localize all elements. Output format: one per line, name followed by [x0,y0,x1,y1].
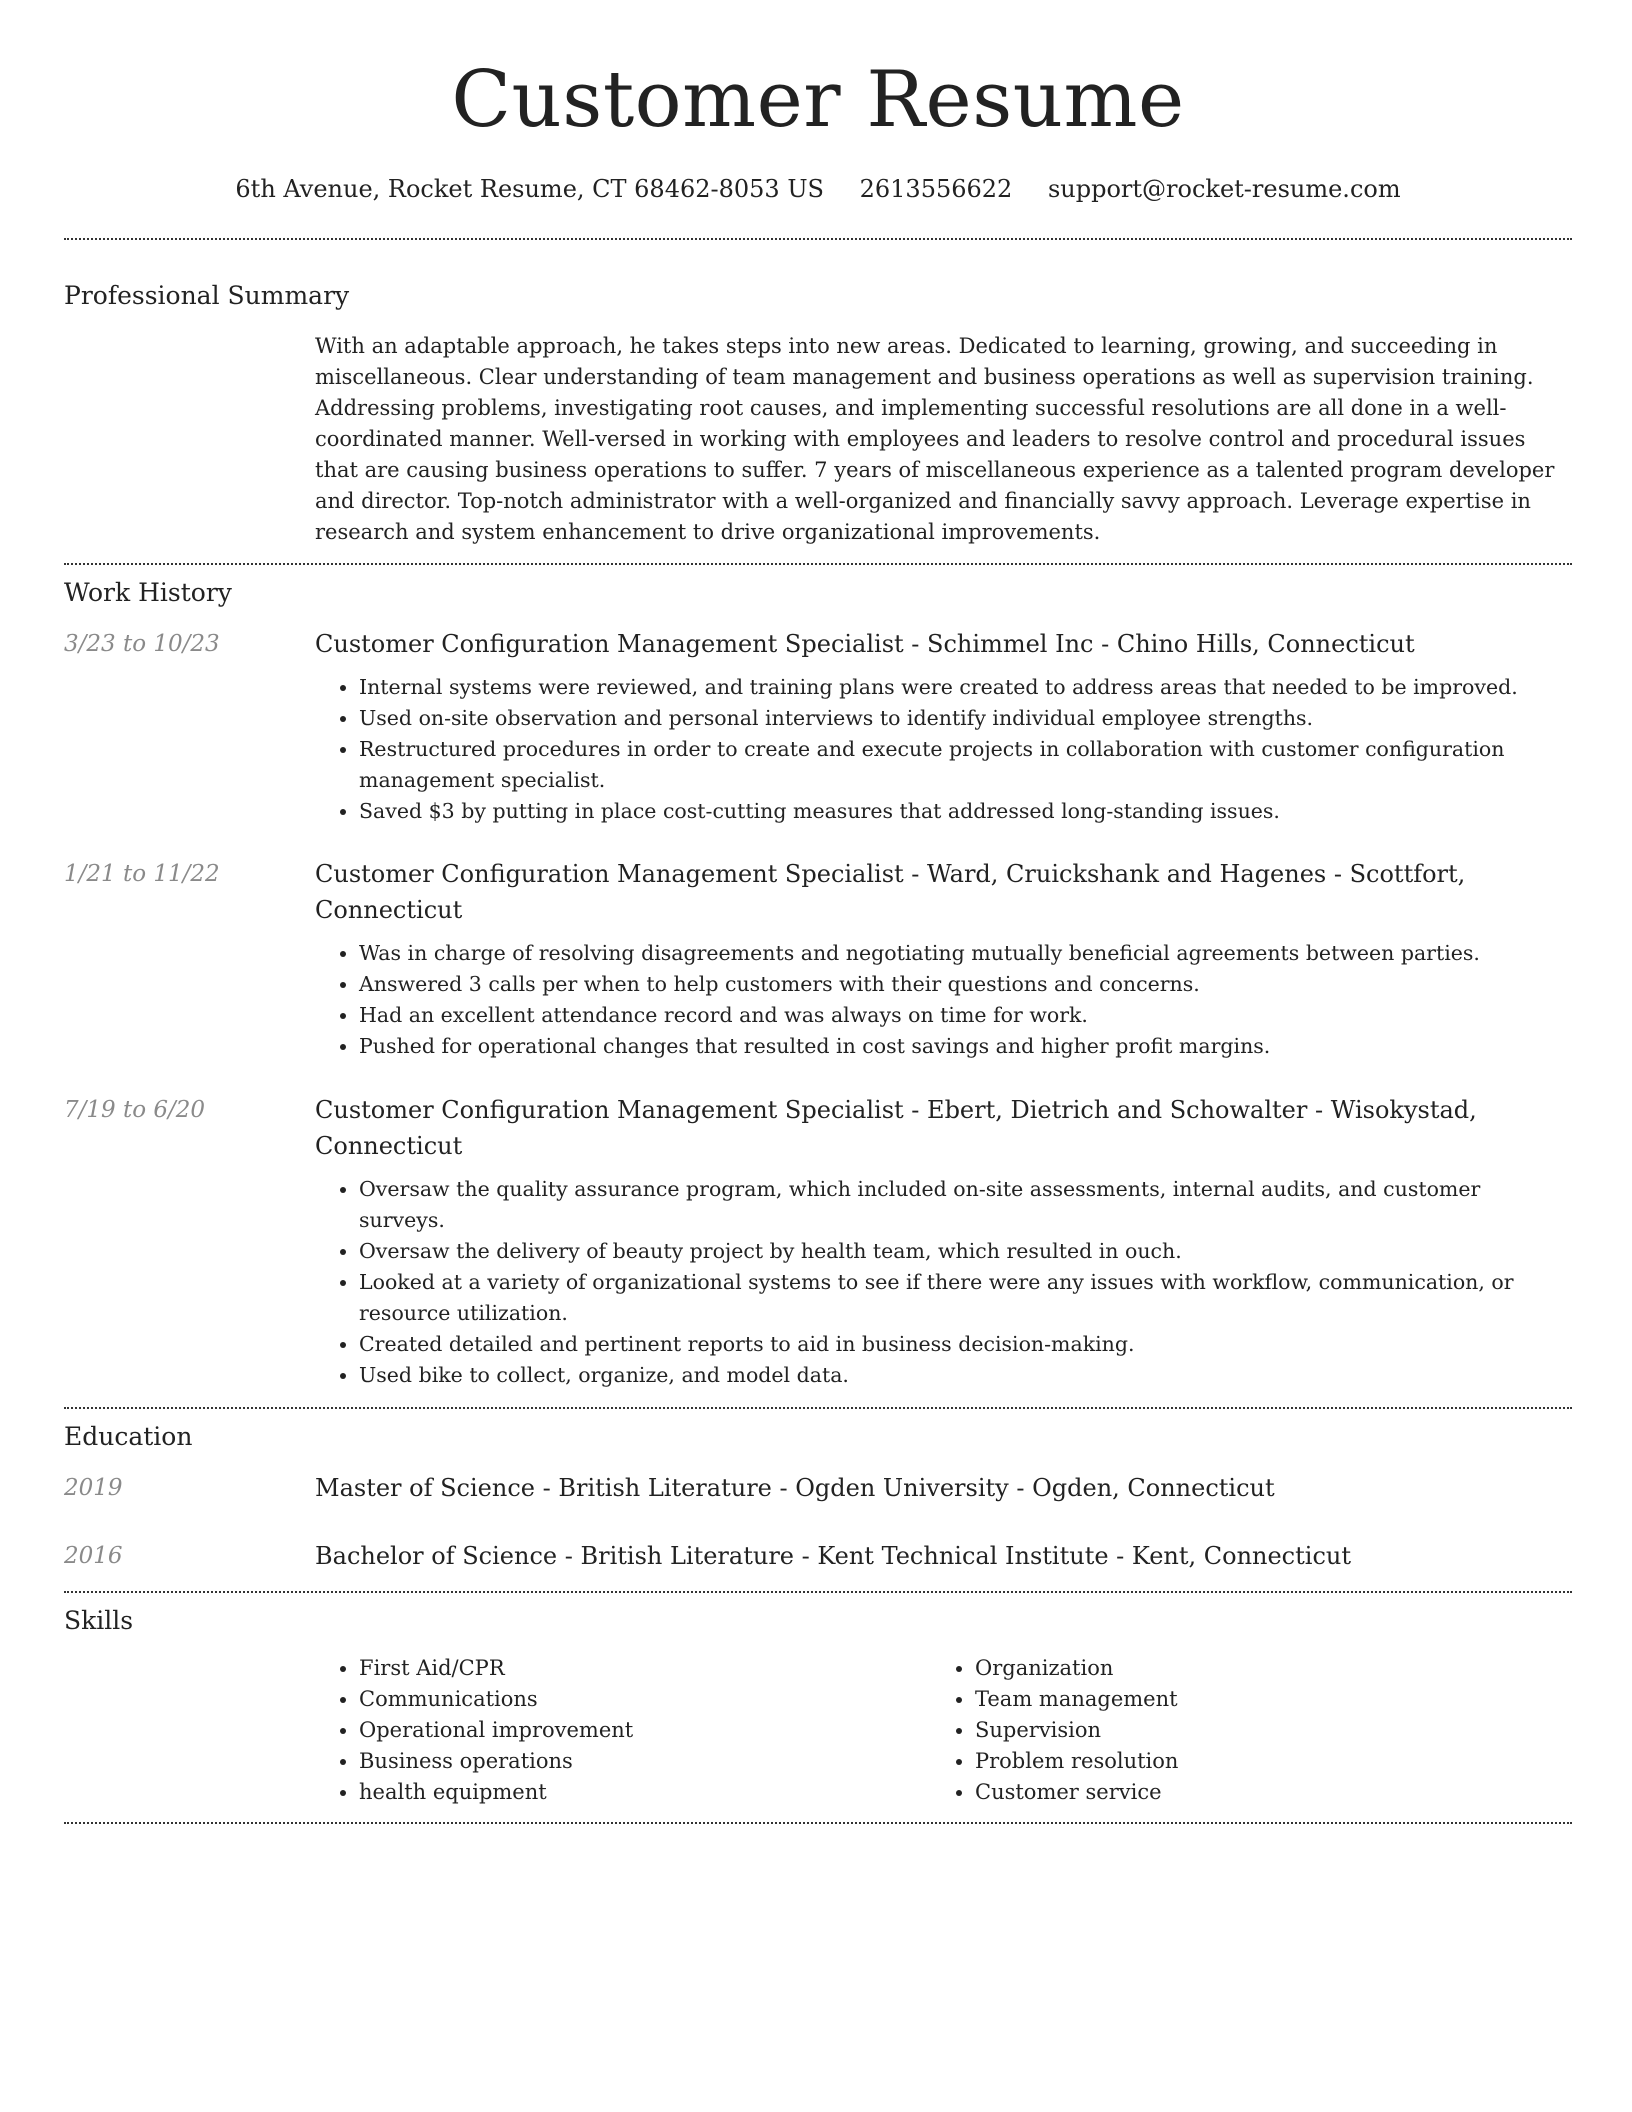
section-title-summary: Professional Summary [64,281,350,310]
resume-page [64,0,1572,1824]
job-entry [64,626,1572,827]
list-item: • Restructured procedures in order to create and execute projects in collaboration with customer configuration management specialist. [359,734,1572,796]
list-item: • Used bike to collect, organize, and model data. [359,1360,1572,1391]
section-title-skills: Skills [64,1606,134,1635]
divider [64,1407,1572,1409]
education-entry [64,1538,1572,1574]
list-item: • Team management [975,1684,1547,1715]
list-item: • Supervision [975,1715,1547,1746]
list-item: • Operational improvement [359,1715,931,1746]
section-title-education: Education [64,1422,193,1451]
contact-line [64,174,1572,204]
list-item: • Oversaw the delivery of beauty project by health team, which resulted in ouch. [359,1236,1572,1267]
job-title: Customer Configuration Management Specialist - Schimmel Inc - Chino Hills, Connecticut [315,630,1415,658]
education-title: Master of Science - British Literature - Ogden University - Ogden, Connecticut [315,1474,1275,1502]
job-entry [64,1092,1572,1391]
divider [64,1822,1572,1824]
skills-list [315,1653,1572,1808]
job-date: 1/21 to 11/22 [64,861,220,887]
job-content [315,626,1572,827]
list-item: • Had an excellent attendance record and was always on time for work. [359,1000,1572,1031]
contact-address: 6th Avenue, Rocket Resume, CT 68462-8053 US [235,175,824,203]
list-item: • Was in charge of resolving disagreements and negotiating mutually beneficial agreements between parties. [359,938,1572,969]
education-entry [64,1470,1572,1506]
job-bullets [315,672,1572,827]
list-item: • Communications [359,1684,931,1715]
job-content [315,1092,1572,1391]
job-content [315,856,1572,1062]
education-year: 2019 [64,1475,123,1501]
job-title: Customer Configuration Management Specialist - Ward, Cruickshank and Hagenes - Scottfort, Connecticut [315,860,1466,924]
divider [64,1591,1572,1593]
contact-phone: 2613556622 [859,175,1013,203]
resume-name: Customer Resume [451,55,1185,145]
job-entry [64,856,1572,1062]
list-item: • Organization [975,1653,1547,1684]
job-date: 3/23 to 10/23 [64,631,220,657]
list-item: • Created detailed and pertinent reports to aid in business decision-making. [359,1329,1572,1360]
list-item: • Internal systems were reviewed, and training plans were created to address areas that needed to be improved. [359,672,1572,703]
list-item: • Answered 3 calls per when to help customers with their questions and concerns. [359,969,1572,1000]
divider [64,563,1572,565]
list-item: • Business operations [359,1746,931,1777]
divider [64,238,1572,240]
list-item: • Oversaw the quality assurance program, which included on-site assessments, internal audits, and customer surveys. [359,1174,1572,1236]
job-bullets [315,938,1572,1062]
list-item: • Problem resolution [975,1746,1547,1777]
education-year: 2016 [64,1543,123,1569]
list-item: • health equipment [359,1777,931,1808]
skills-column [315,1653,931,1808]
education-title: Bachelor of Science - British Literature - Kent Technical Institute - Kent, Connecticut [315,1542,1351,1570]
list-item: • Pushed for operational changes that resulted in cost savings and higher profit margins. [359,1031,1572,1062]
list-item: • Looked at a variety of organizational systems to see if there were any issues with workflow, communication, or resource utilization. [359,1267,1572,1329]
job-bullets [315,1174,1572,1391]
list-item: • First Aid/CPR [359,1653,931,1684]
summary-text: With an adaptable approach, he takes steps into new areas. Dedicated to learning, growing, and succeeding in miscellaneous. Clear understanding of team management and business operations as well as supervision training. Addressing problems, investigating root causes, and implementing successful resolutions are all done in a well-coordinated manner. Well-versed in working with employees and leaders to resolve control and procedural issues that are causing business operations to suffer. 7 years of miscellaneous experience as a talented program developer and director. Top-notch administrator with a well-organized and financially savvy approach. Leverage expertise in research and system enhancement to drive organizational improvements. [315,334,1555,544]
job-title: Customer Configuration Management Specialist - Ebert, Dietrich and Schowalter - Wisokystad, Connecticut [315,1096,1477,1160]
list-item: • Saved $3 by putting in place cost-cutting measures that addressed long-standing issues. [359,796,1572,827]
list-item: • Used on-site observation and personal interviews to identify individual employee strengths. [359,703,1572,734]
contact-email: support@rocket-resume.com [1047,175,1401,203]
skills-column [931,1653,1547,1808]
job-date: 7/19 to 6/20 [64,1097,206,1123]
section-title-work: Work History [64,578,232,607]
list-item: • Customer service [975,1777,1547,1808]
